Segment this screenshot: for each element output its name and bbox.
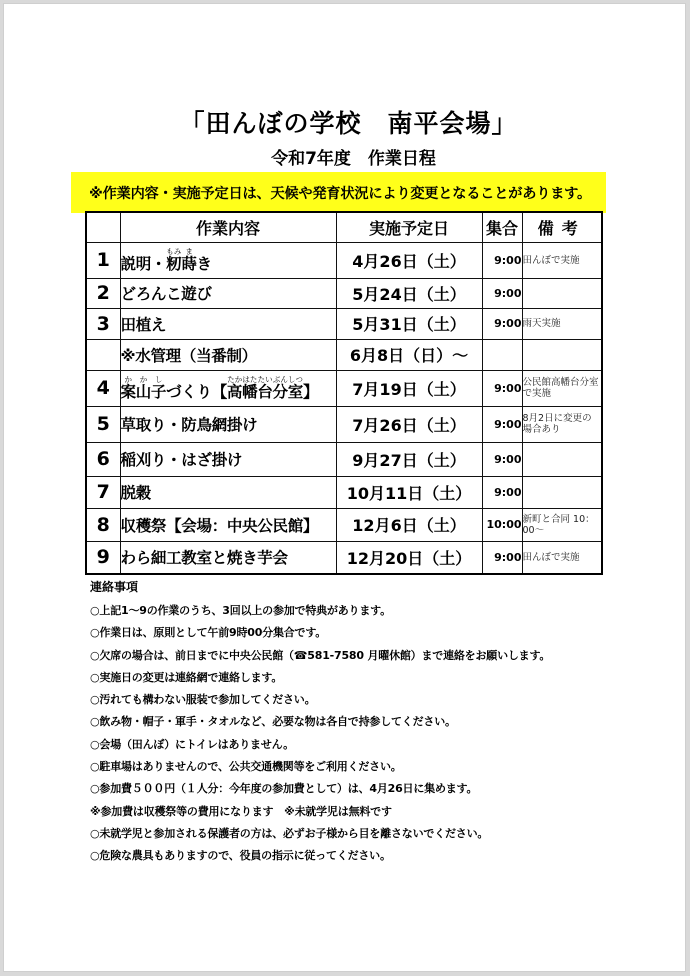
- row-task: 田植え: [120, 308, 336, 339]
- row-meet-time: 9:00: [482, 541, 522, 574]
- row-date: 9月27日（土）: [336, 442, 482, 476]
- header-num: [86, 212, 120, 242]
- row-remarks: [522, 476, 602, 508]
- row-task: 収穫祭【会場：中央公民館】: [120, 508, 336, 541]
- furigana-word: 籾もみ: [166, 246, 182, 273]
- note-item: ○飲み物・帽子・軍手・タオルなど、必要な物は各自で持参してください。: [90, 715, 456, 729]
- row-task: 説明・籾もみ蒔まき: [120, 242, 336, 278]
- row-meet-time: 9:00: [482, 308, 522, 339]
- row-number: 8: [86, 508, 120, 541]
- row-task: 稲刈り・はざ掛け: [120, 442, 336, 476]
- document-subtitle: 令和7年度 作業日程: [271, 149, 436, 169]
- table-row: [86, 339, 602, 370]
- table-row: [86, 370, 602, 406]
- note-item: ○汚れても構わない服装で参加してください。: [90, 693, 316, 707]
- table-body: [86, 242, 602, 574]
- row-meet-time: 10:00: [482, 508, 522, 541]
- row-date: 12月20日（土）: [336, 541, 482, 574]
- row-meet-time: 9:00: [482, 442, 522, 476]
- row-remarks: 公民館高幡台分室で実施: [522, 370, 602, 406]
- row-remarks: [522, 278, 602, 308]
- note-item: ○実施日の変更は連絡網で連絡します。: [90, 670, 283, 684]
- row-task: 草取り・防鳥網掛け: [120, 406, 336, 442]
- row-remarks: 8月2日に変更の場合あり: [522, 406, 602, 442]
- header-task: 作業内容: [120, 212, 336, 242]
- row-number: 1: [86, 242, 120, 278]
- table-row: [86, 508, 602, 541]
- row-task: ※水管理（当番制）: [120, 339, 336, 370]
- row-date: 5月31日（土）: [336, 308, 482, 339]
- row-date: 12月6日（土）: [336, 508, 482, 541]
- header-remarks: 備考: [522, 212, 602, 242]
- table-row: [86, 406, 602, 442]
- row-meet-time: 9:00: [482, 406, 522, 442]
- row-date: 6月8日（日）～: [336, 339, 482, 370]
- notes-section: [90, 578, 610, 870]
- row-number: [86, 339, 120, 370]
- note-item: ※参加費は収穫祭等の費用になります ※未就学児は無料です: [90, 804, 392, 818]
- table-row: [86, 242, 602, 278]
- notes-title: 連絡事項: [90, 580, 139, 594]
- note-item: ○上記1～9の作業のうち、3回以上の参加で特典があります。: [90, 604, 391, 617]
- table-row: [86, 278, 602, 308]
- row-meet-time: 9:00: [482, 278, 522, 308]
- row-remarks: 田んぼで実施: [522, 541, 602, 574]
- row-date: 4月26日（土）: [336, 242, 482, 278]
- row-remarks: [522, 442, 602, 476]
- row-remarks: 新町と合同 10：00～: [522, 508, 602, 541]
- row-date: 5月24日（土）: [336, 278, 482, 308]
- row-number: 7: [86, 476, 120, 508]
- table-row: [86, 442, 602, 476]
- furigana-word: 案山子かかし: [120, 374, 167, 401]
- notes-list: [90, 602, 610, 870]
- row-number: 4: [86, 370, 120, 406]
- furigana-word: 蒔ま: [181, 246, 197, 273]
- row-number: 9: [86, 541, 120, 574]
- schedule-table: [85, 211, 603, 575]
- row-task: どろんこ遊び: [120, 278, 336, 308]
- header-date: 実施予定日: [336, 212, 482, 242]
- row-meet-time: 9:00: [482, 242, 522, 278]
- row-date: 7月19日（土）: [336, 370, 482, 406]
- row-number: 6: [86, 442, 120, 476]
- row-number: 2: [86, 278, 120, 308]
- table-row: [86, 541, 602, 574]
- row-number: 3: [86, 308, 120, 339]
- table-header-row: [86, 212, 602, 242]
- row-remarks: 田んぼで実施: [522, 242, 602, 278]
- note-item: ○参加費５００円（１人分：今年度の参加費として）は、4月26日に集めます。: [90, 782, 478, 796]
- furigana-word: 高幡台分室たかはたたいぶんしつ: [226, 374, 303, 401]
- row-task: 案山子かかしづくり【高幡台分室たかはたたいぶんしつ】: [120, 370, 336, 406]
- notice-banner: ※作業内容・実施予定日は、天候や発育状況により変更となることがあります。: [71, 172, 606, 213]
- document-title: 「田んぼの学校 南平会場」: [179, 109, 518, 138]
- row-date: 10月11日（土）: [336, 476, 482, 508]
- row-meet-time: [482, 339, 522, 370]
- table-row: [86, 308, 602, 339]
- table-row: [86, 476, 602, 508]
- note-item: ○会場（田んぼ）にトイレはありません。: [90, 737, 294, 751]
- row-date: 7月26日（土）: [336, 406, 482, 442]
- row-remarks: 雨天実施: [522, 308, 602, 339]
- row-meet-time: 9:00: [482, 370, 522, 406]
- row-task: 脱穀: [120, 476, 336, 508]
- row-task: わら細工教室と焼き芋会: [120, 541, 336, 574]
- note-item: ○危険な農具もありますので、役員の指示に従ってください。: [90, 849, 391, 863]
- header-meet: 集合: [482, 212, 522, 242]
- row-number: 5: [86, 406, 120, 442]
- note-item: ○欠席の場合は、前日までに中央公民館（☎581-7580 月曜休館）まで連絡をお願いします。: [90, 648, 551, 662]
- note-item: ○作業日は、原則として午前9時00分集合です。: [90, 626, 327, 640]
- note-item: ○未就学児と参加される保護者の方は、必ずお子様から目を離さないでください。: [90, 826, 489, 840]
- note-item: ○駐車場はありませんので、公共交通機関等をご利用ください。: [90, 760, 402, 774]
- row-remarks: [522, 339, 602, 370]
- row-meet-time: 9:00: [482, 476, 522, 508]
